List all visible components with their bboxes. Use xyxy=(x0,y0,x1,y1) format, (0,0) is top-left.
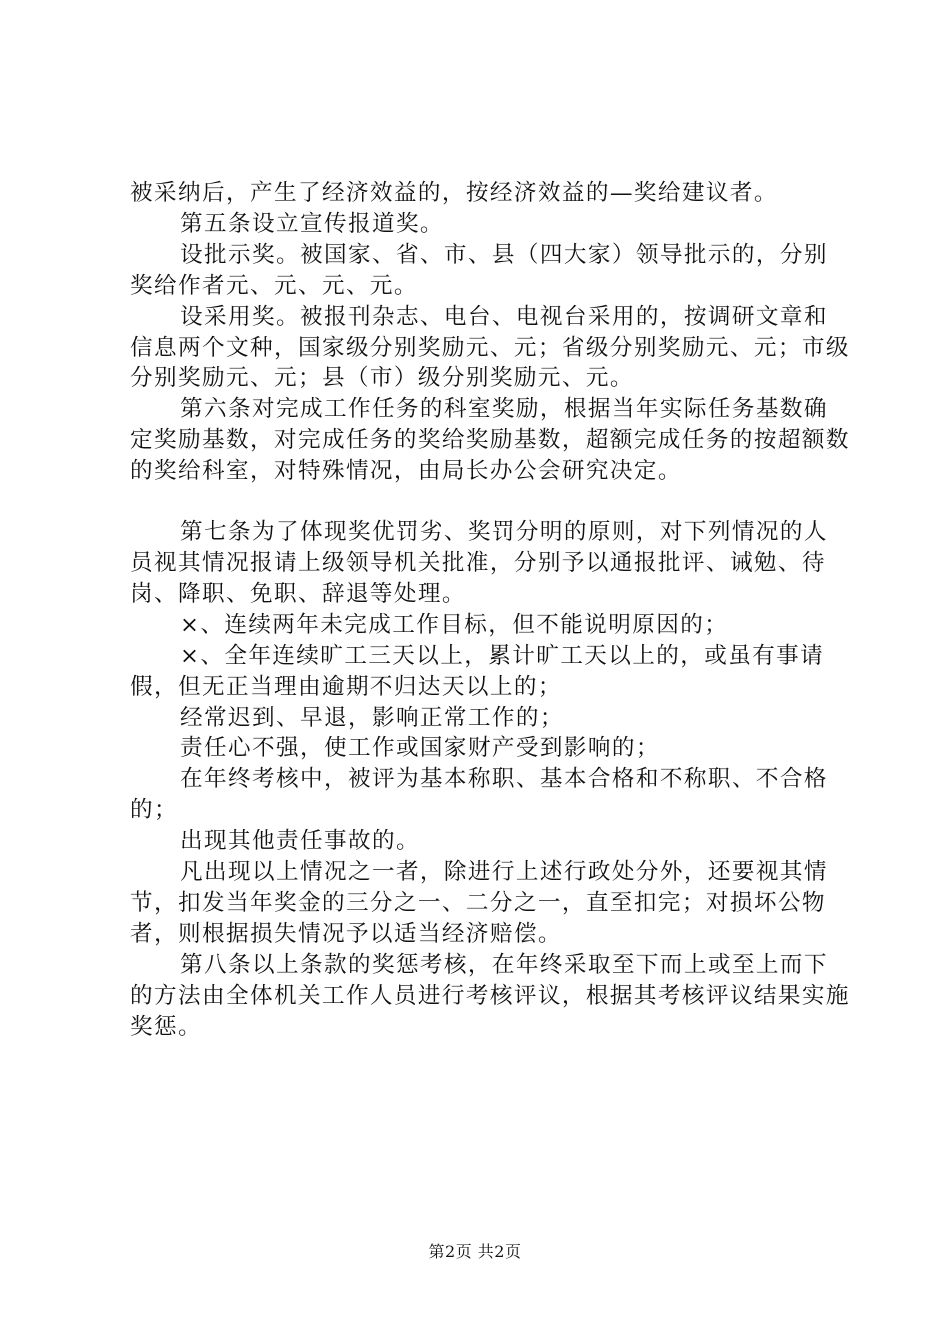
list-item-accident: 出现其他责任事故的。 xyxy=(180,828,420,855)
paragraph-continuation: 被采纳后，产生了经济效益的，按经济效益的—奖给建议者。 xyxy=(130,180,778,206)
list-item-assessment: 在年终考核中，被评为基本称职、基本合格和不称职、不合格的； xyxy=(130,766,828,824)
paragraph-article-7: 第七条为了体现奖优罚劣、奖罚分明的原则，对下列情况的人员视其情况报请上级领导机关批准，分别予以通报批评、诫勉、待岗、降职、免职、辞退等处理。 xyxy=(130,519,828,607)
paragraph-penalty: 凡出现以上情况之一者，除进行上述行政处分外，还要视其情节，扣发当年奖金的三分之一、二分之一，直至扣完；对损坏公物者，则根据损失情况予以适当经济赔偿。 xyxy=(130,859,828,947)
paragraph-article-6: 第六条对完成工作任务的科室奖励，根据当年实际任务基数确定奖励基数，对完成任务的奖给奖励基数，超额完成任务的按超额数的奖给科室，对特殊情况，由局长办公会研究决定。 xyxy=(130,396,850,485)
paragraph-spacer xyxy=(130,487,850,517)
list-item-absence: ×、全年连续旷工三天以上，累计旷工天以上的，或虽有事请假，但无正当理由逾期不归达天以上的； xyxy=(130,642,825,700)
paragraph-adoption-award: 设采用奖。被报刊杂志、电台、电视台采用的，按调研文章和信息两个文种，国家级分别奖励元、元；省级分别奖励元、元；市级分别奖励元、元；县（市）级分别奖励元、元。 xyxy=(130,303,850,392)
page-number-footer: 第2页 共2页 xyxy=(428,1242,522,1261)
paragraph-instruction-award: 设批示奖。被国家、省、市、县（四大家）领导批示的，分别奖给作者元、元、元、元。 xyxy=(130,241,828,299)
paragraph-article-5: 第五条设立宣传报道奖。 xyxy=(180,210,444,237)
paragraph-article-8: 第八条以上条款的奖惩考核，在年终采取至下而上或至上而下的方法由全体机关工作人员进行考核评议，根据其考核评议结果实施奖惩。 xyxy=(130,951,850,1040)
list-item-responsibility: 责任心不强，使工作或国家财产受到影响的； xyxy=(180,735,660,762)
list-item-lateness: 经常迟到、早退，影响正常工作的； xyxy=(180,704,564,731)
document-body xyxy=(130,178,850,1042)
list-item-work-target: ×、连续两年未完成工作目标，但不能说明原因的； xyxy=(180,611,729,638)
